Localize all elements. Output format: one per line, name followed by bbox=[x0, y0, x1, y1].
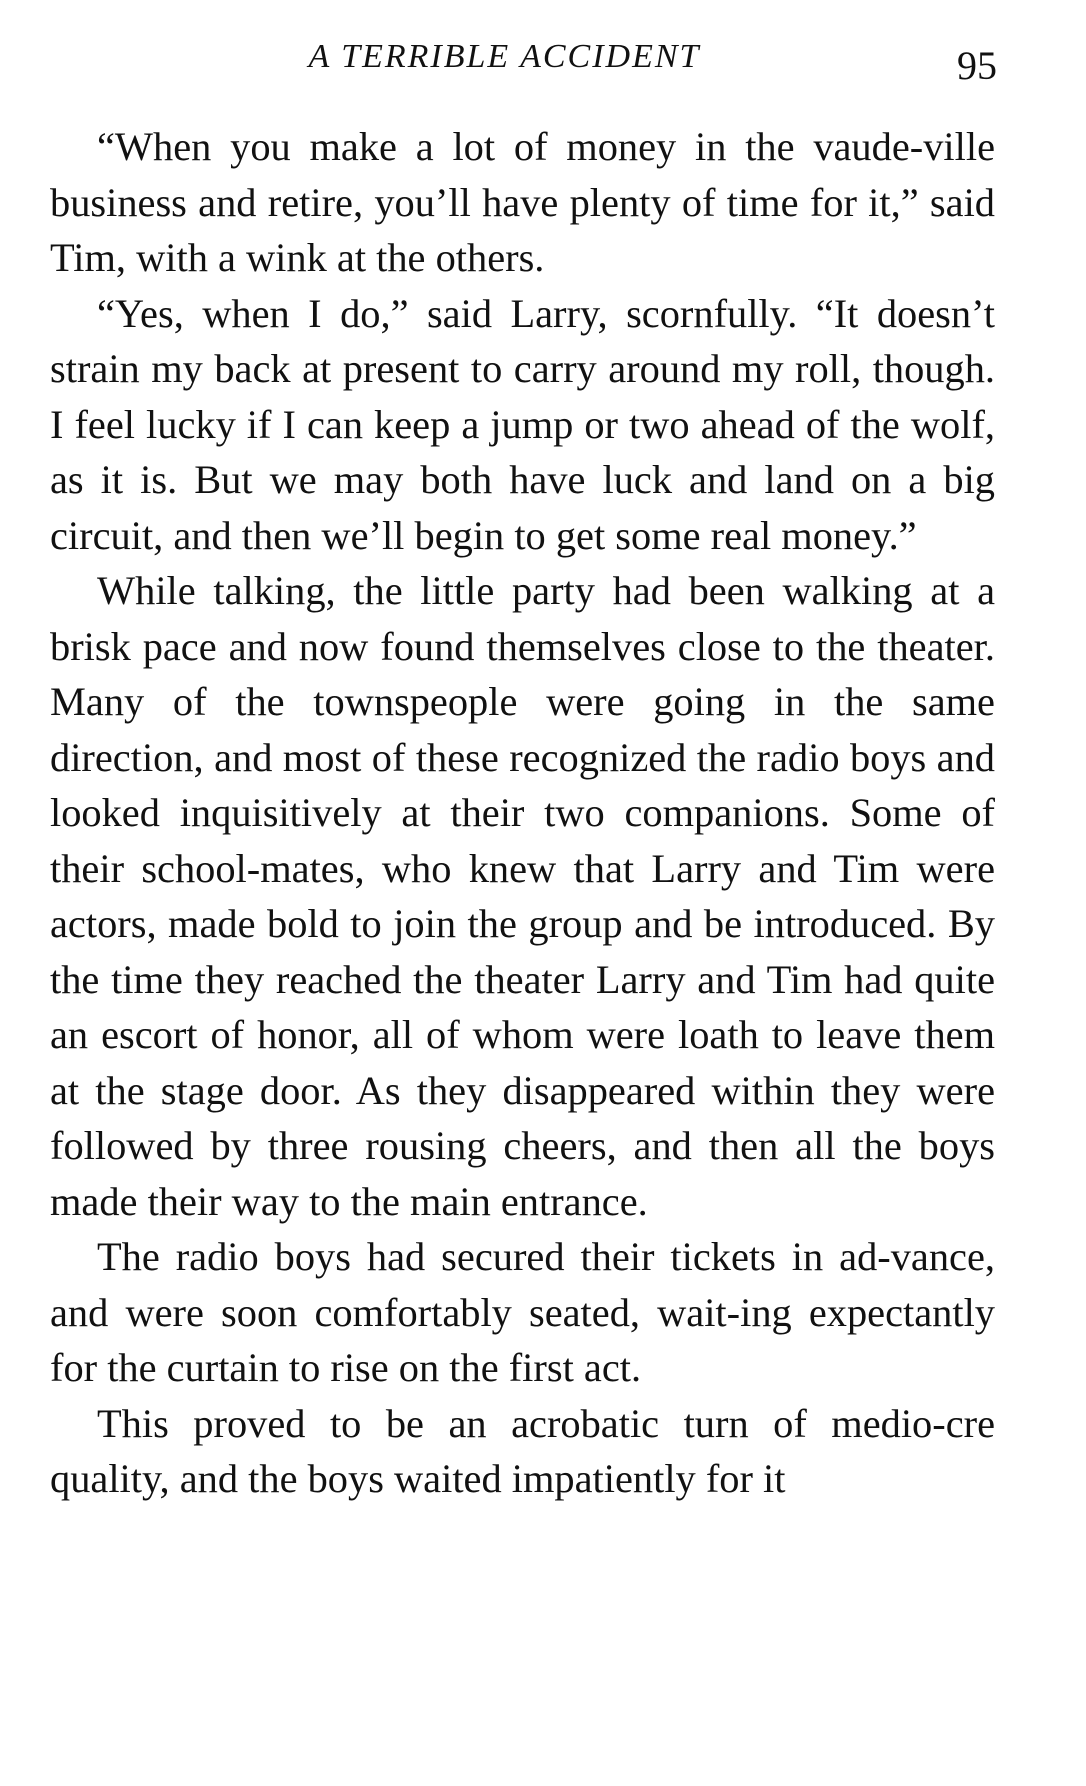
running-title: A TERRIBLE ACCIDENT bbox=[308, 38, 701, 75]
page-number: 95 bbox=[957, 43, 997, 88]
paragraph: “When you make a lot of money in the vaude-ville business and retire, you’ll have plenty of time for it,” said Tim, with a wink at the others. bbox=[50, 124, 995, 280]
running-head bbox=[52, 32, 997, 88]
paragraph: “Yes, when I do,” said Larry, scornfully. “It doesn’t strain my back at present to carry around my roll, though. I feel lucky if I can keep a jump or two ahead of the wolf, as it is. But we may both have luck and land on a big circuit, and then we’ll begin to get some real money.” bbox=[50, 290, 995, 558]
paragraph: The radio boys had secured their tickets in ad-vance, and were soon comfortably seated, wait-ing expectantly for the curtain to rise on the first act. bbox=[50, 1234, 995, 1390]
paragraph: This proved to be an acrobatic turn of medio-cre quality, and the boys waited impatiently for it bbox=[50, 1400, 995, 1501]
body-text bbox=[50, 119, 995, 1507]
paragraph: While talking, the little party had been walking at a brisk pace and now found themselves close to the theater. Many of the townspeople were going in the same direction, and most of these recognized the radio boys and looked inquisitively at their two companions. Some of their school-mates, who knew that Larry and Tim were actors, made bold to join the group and be introduced. By the time they reached the theater Larry and Tim had quite an escort of honor, all of whom were loath to leave them at the stage door. As they disappeared within they were followed by three rousing cheers, and then all the boys made their way to the main entrance. bbox=[50, 568, 995, 1224]
